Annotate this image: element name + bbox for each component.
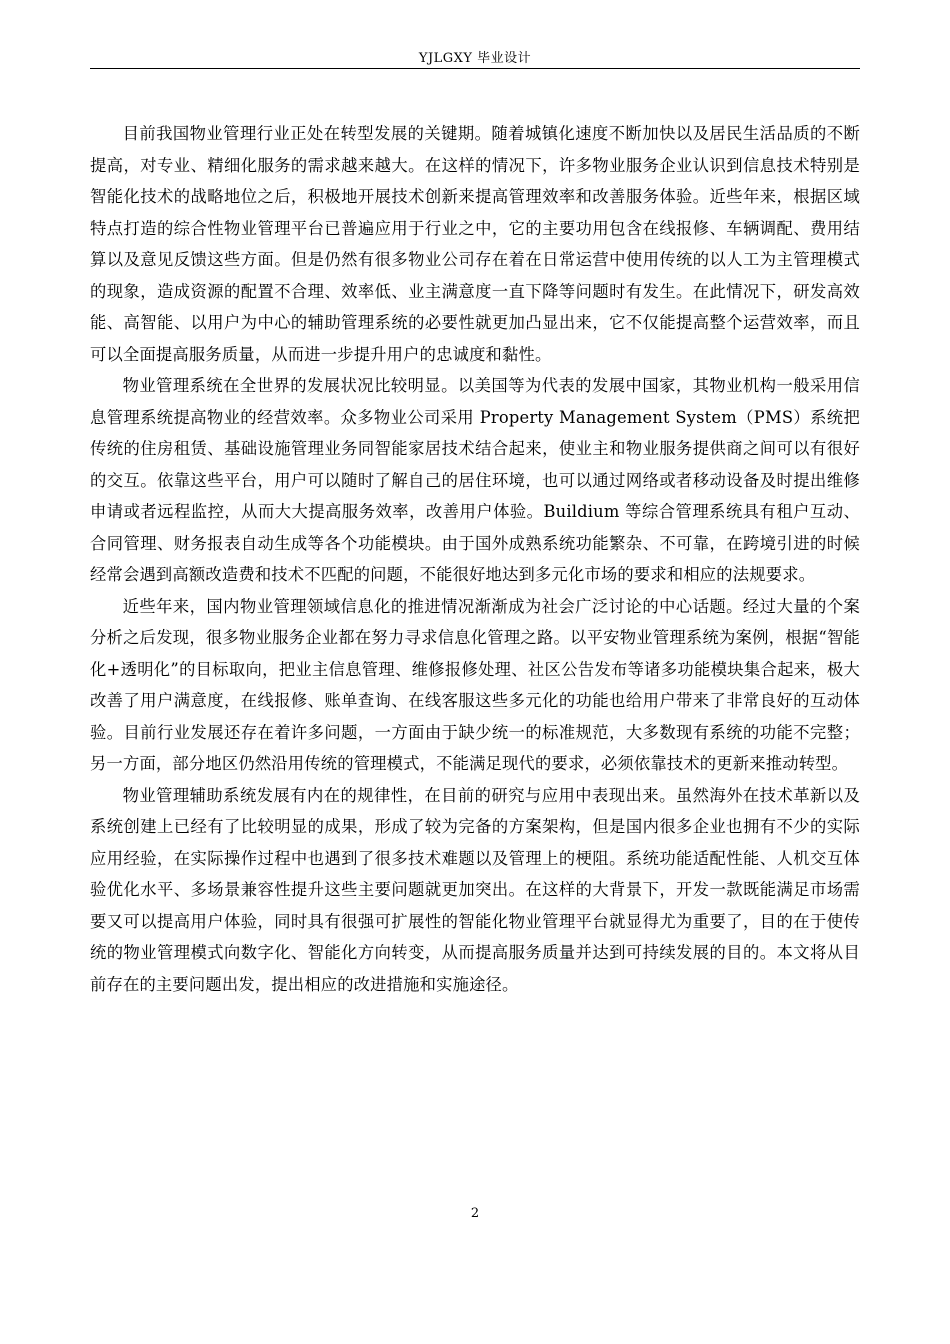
paragraph-4: 物业管理辅助系统发展有内在的规律性，在目前的研究与应用中表现出来。虽然海外在技术革新以及系统创建上已经有了比较明显的成果，形成了较为完备的方案架构，但是国内很多企业也拥有不少的实际应用经验，在实际操作过程中也遇到了很多技术难题以及管理上的梗阻。系统功能适配性能、人机交互体验优化水平、多场景兼容性提升这些主要问题就更加突出。在这样的大背景下，开发一款既能满足市场需要又可以提高用户体验，同时具有很强可扩展性的智能化物业管理平台就显得尤为重要了，目的在于使传统的物业管理模式向数字化、智能化方向转变，从而提高服务质量并达到可持续发展的目的。本文将从目前存在的主要问题出发，提出相应的改进措施和实施途径。 [90, 785, 860, 994]
paragraph-2: 物业管理系统在全世界的发展状况比较明显。以美国等为代表的发展中国家，其物业机构一般采用信息管理系统提高物业的经营效率。众多物业公司采用 Property Management System（PMS）系统把传统的住房租赁、基础设施管理业务同智能家居技术结合起来，使业主和物业服务提供商之间可以有很好的交互。依靠这些平台，用户可以随时了解自己的居住环境，也可以通过网络或者移动设备及时提出维修申请或者远程监控，从而大大提高服务效率，改善用户体验。Buildium 等综合管理系统具有租户互动、合同管理、财务报表自动生成等各个功能模块。由于国外成熟系统功能繁杂、不可靠，在跨境引进的时候经常会遇到高额改造费和技术不匹配的问题，不能很好地达到多元化市场的要求和相应的法规要求。 [90, 376, 860, 584]
paragraph-3: 近些年来，国内物业管理领域信息化的推进情况渐渐成为社会广泛讨论的中心话题。经过大量的个案分析之后发现，很多物业服务企业都在努力寻求信息化管理之路。以平安物业管理系统为案例，根据“智能化+透明化”的目标取向，把业主信息管理、维修报修处理、社区公告发布等诸多功能模块集合起来，极大改善了用户满意度，在线报修、账单查询、在线客服这些多元化的功能也给用户带来了非常良好的互动体验。目前行业发展还存在着许多问题，一方面由于缺少统一的标准规范，大多数现有系统的功能不完整；另一方面，部分地区仍然沿用传统的管理模式，不能满足现代的要求，必须依靠技术的更新来推动转型。 [90, 596, 860, 773]
header-divider [90, 68, 860, 69]
page-number: 2 [470, 1206, 480, 1221]
paragraph-1: 目前我国物业管理行业正处在转型发展的关键期。随着城镇化速度不断加快以及居民生活品质的不断提高，对专业、精细化服务的需求越来越大。在这样的情况下，许多物业服务企业认识到信息技术特别是智能化技术的战略地位之后，积极地开展技术创新来提高管理效率和改善服务体验。近些年来，根据区域特点打造的综合性物业管理平台已普遍应用于行业之中，它的主要功用包含在线报修、车辆调配、费用结算以及意见反馈这些方面。但是仍然有很多物业公司存在着在日常运营中使用传统的以人工为主管理模式的现象，造成资源的配置不合理、效率低、业主满意度一直下降等问题时有发生。在此情况下，研发高效能、高智能、以用户为中心的辅助管理系统的必要性就更加凸显出来，它不仅能提高整个运营效率，而且可以全面提高服务质量，从而进一步提升用户的忠诚度和黏性。 [90, 124, 860, 364]
body-text [90, 118, 860, 1000]
page-header: YJLGXY 毕业设计 [418, 51, 532, 66]
